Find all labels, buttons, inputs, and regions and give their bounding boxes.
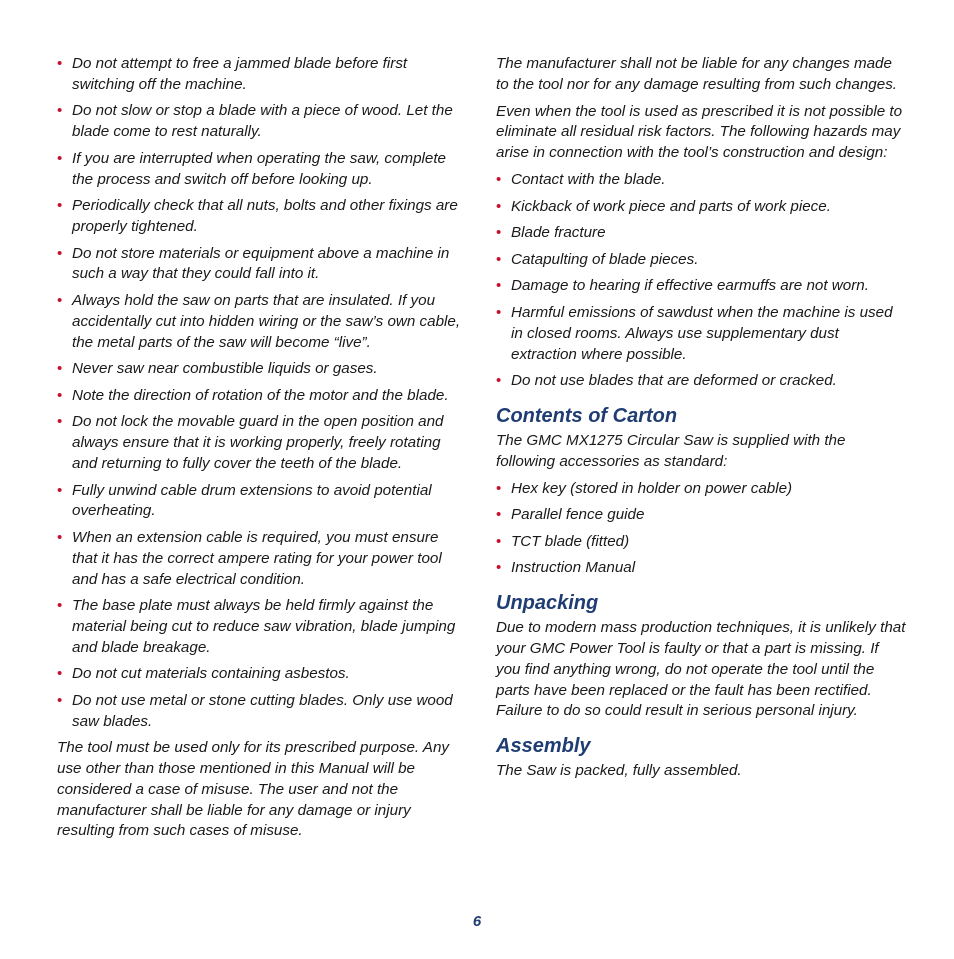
left-column [57, 54, 467, 848]
list-item: • Do not store materials or equipment above a machine in such a way that they could fall into it. [57, 244, 467, 286]
list-item: • Always hold the saw on parts that are insulated. If you accidentally cut into hidden wiring or the saw’s own cable, the metal parts of the saw will become “live”. [57, 291, 467, 353]
misuse-paragraph: The tool must be used only for its prescribed purpose. Any use other than those mentioned in this Manual will be considered a case of misuse. The user and not the manufacturer shall be liable for any damage or injury resulting from such cases of misuse. [57, 739, 449, 840]
hazard-list [496, 170, 906, 392]
list-item: • Contact with the blade. [496, 170, 906, 191]
list-item: • Parallel fence guide [496, 505, 906, 526]
list-item: • Blade fracture [496, 223, 906, 244]
list-item: • Damage to hearing if effective earmuffs are not worn. [496, 276, 906, 297]
list-item: • Harmful emissions of sawdust when the machine is used in closed rooms. Always use supplementary dust extraction where possible. [496, 303, 906, 365]
list-item: • Catapulting of blade pieces. [496, 250, 906, 271]
list-item: • If you are interrupted when operating the saw, complete the process and switch off before looking up. [57, 149, 467, 191]
list-item: • When an extension cable is required, you must ensure that it has the correct ampere rating for your power tool and has a safe electrical condition. [57, 528, 467, 590]
list-item: • TCT blade (fitted) [496, 532, 906, 553]
contents-intro: The GMC MX1275 Circular Saw is supplied with the following accessories as standard: [496, 431, 846, 470]
list-item: • Do not use blades that are deformed or cracked. [496, 371, 906, 392]
list-item: • Instruction Manual [496, 558, 906, 579]
list-item: • Note the direction of rotation of the motor and the blade. [57, 386, 467, 407]
list-item: • Do not cut materials containing asbestos. [57, 664, 467, 685]
page-number: 6 [472, 913, 482, 930]
unpacking-heading: Unpacking [496, 592, 599, 615]
list-item: • Do not use metal or stone cutting blades. Only use wood saw blades. [57, 691, 467, 733]
assembly-heading: Assembly [496, 735, 591, 758]
list-item: • Never saw near combustible liquids or gases. [57, 359, 467, 380]
list-item: • Do not attempt to free a jammed blade before first switching off the machine. [57, 54, 467, 96]
contents-heading: Contents of Carton [496, 404, 678, 427]
unpacking-text: Due to modern mass production techniques, it is unlikely that your GMC Power Tool is faulty or that a part is missing. If you find anything wrong, do not operate the tool until the parts have been replaced or the fault has been rectified. Failure to do so could result in serious personal injury. [496, 619, 906, 720]
list-item: • Hex key (stored in holder on power cable) [496, 479, 906, 500]
assembly-text: The Saw is packed, fully assembled. [496, 762, 742, 780]
contents-list [496, 479, 906, 580]
safety-bullet-list [57, 54, 467, 732]
list-item: • Periodically check that all nuts, bolts and other fixings are properly tightened. [57, 196, 467, 238]
right-column [496, 54, 906, 788]
residual-risk-paragraph: Even when the tool is used as prescribed it is not possible to eliminate all residual risk factors. The following hazards may arise in connection with the tool’s construction and design: [496, 102, 903, 162]
list-item: • Kickback of work piece and parts of work piece. [496, 197, 906, 218]
list-item: • Do not slow or stop a blade with a piece of wood. Let the blade come to rest naturally. [57, 101, 467, 143]
list-item: • Fully unwind cable drum extensions to avoid potential overheating. [57, 481, 467, 523]
list-item: • The base plate must always be held firmly against the material being cut to reduce saw vibration, blade jumping and blade breakage. [57, 596, 467, 658]
list-item: • Do not lock the movable guard in the open position and always ensure that it is working properly, freely rotating and returning to fully cover the teeth of the blade. [57, 412, 467, 474]
liability-paragraph: The manufacturer shall not be liable for any changes made to the tool nor for any damage resulting from such changes. [496, 55, 898, 93]
